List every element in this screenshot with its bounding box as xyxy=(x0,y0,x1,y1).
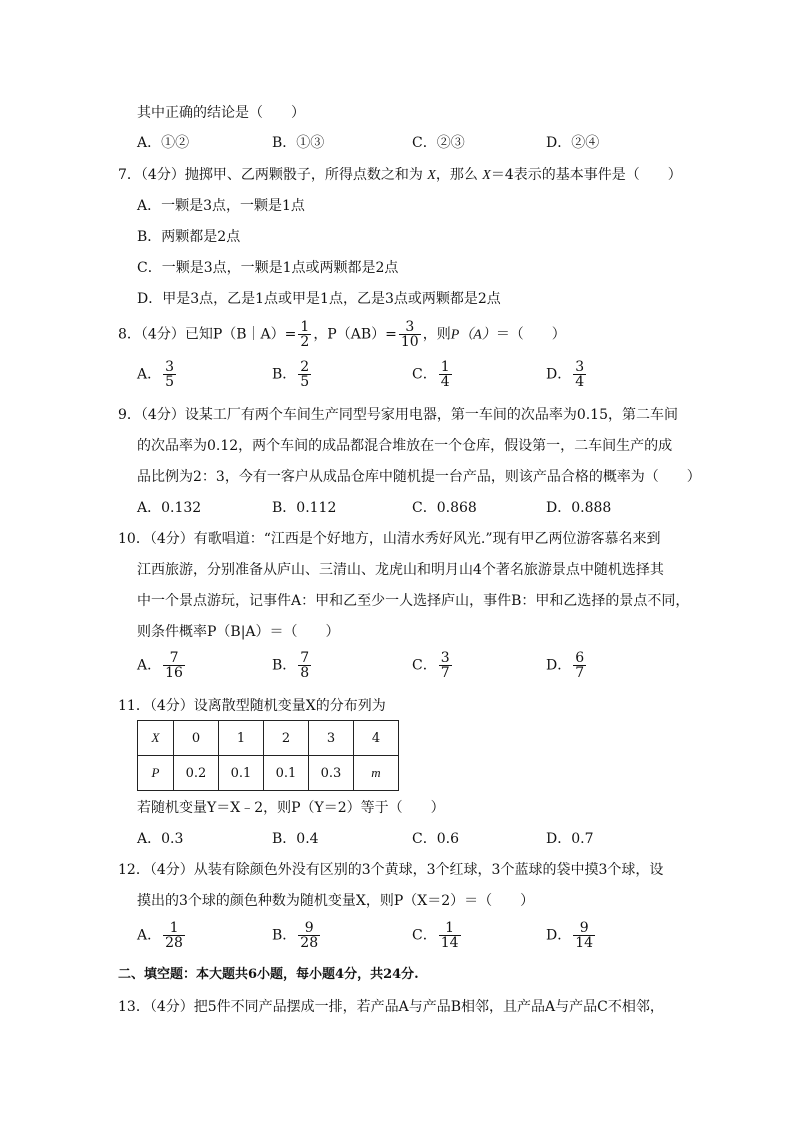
q12-opt-c-den: 14 xyxy=(440,935,459,951)
q12-option-c[interactable] xyxy=(412,921,463,950)
table-row xyxy=(138,756,399,791)
q8-opt-a-frac xyxy=(163,360,176,389)
q11-stem: 11．（4分）设离散型随机变量X的分布列为 xyxy=(118,698,386,714)
q8-opt-c-label: C． xyxy=(412,366,437,383)
q8-opt-d-frac xyxy=(573,360,586,389)
q6-option-c[interactable]: C．②③ xyxy=(412,135,465,151)
q8-p2: ，P（AB）= xyxy=(313,326,397,343)
q8-pa: P（A） xyxy=(450,327,496,343)
q8-opt-d-label: D． xyxy=(546,366,572,383)
q7-option-d[interactable]: D．甲是3点，乙是1点或甲是1点，乙是3点或两颗都是2点 xyxy=(137,291,501,307)
q8-p1: P（B｜A）= xyxy=(212,326,297,343)
table-cell: 0.3 xyxy=(309,756,354,791)
q10-option-b[interactable] xyxy=(272,651,313,680)
q8-opt-b-num: 2 xyxy=(300,359,310,375)
q9-option-a[interactable]: A．0.132 xyxy=(137,500,202,516)
q8-option-c[interactable] xyxy=(412,360,454,389)
q9-option-d[interactable]: D．0.888 xyxy=(546,500,612,516)
q8-opt-b-label: B． xyxy=(272,366,297,383)
q10-line-2: 江西旅游，分别准备从庐山、三清山、龙虎山和明月山4个著名旅游景点中随机选择其 xyxy=(137,562,664,578)
q10-opt-d-den: 7 xyxy=(575,665,585,681)
q7-stem-c: ＝4表示的基本事件是（ ） xyxy=(490,167,682,183)
q12-opt-c-frac xyxy=(439,921,461,950)
q9-option-b[interactable]: B．0.112 xyxy=(272,500,337,516)
q12-opt-c-label: C． xyxy=(412,927,437,944)
q10-option-d[interactable] xyxy=(546,651,588,680)
q10-line-3: 中一个景点游玩，记事件A：甲和乙至少一人选择庐山，事件B：甲和乙选择的景点不同， xyxy=(137,593,690,609)
table-cell: 0.1 xyxy=(264,756,309,791)
table-cell: 3 xyxy=(309,721,354,756)
q12-opt-b-num: 9 xyxy=(298,921,320,936)
q13-stem: 13．（4分）把5件不同产品摆成一排，若产品A与产品B相邻，且产品A与产品C不相邻， xyxy=(118,999,664,1015)
q10-option-c[interactable] xyxy=(412,651,454,680)
q8-opt-c-frac xyxy=(439,360,452,389)
q8-frac1-den: 2 xyxy=(300,334,310,350)
q10-line-4: 则条件概率P（B|A）＝（ ） xyxy=(137,624,340,640)
table-cell: 2 xyxy=(264,721,309,756)
q10-option-a[interactable] xyxy=(137,651,187,680)
q8-frac1 xyxy=(298,320,311,349)
q6-tail: 其中正确的结论是（ ） xyxy=(137,105,305,121)
table-cell: 1 xyxy=(219,721,264,756)
q10-opt-c-den: 7 xyxy=(440,665,450,681)
q8-opt-a-den: 5 xyxy=(165,374,175,390)
q8-stem xyxy=(118,320,566,350)
q10-opt-a-num: 7 xyxy=(163,651,185,666)
q12-opt-a-frac xyxy=(163,921,185,950)
table-cell: m xyxy=(354,756,399,791)
q8-option-d[interactable] xyxy=(546,360,588,389)
q12-opt-b-den: 28 xyxy=(300,935,319,951)
q12-option-b[interactable] xyxy=(272,921,322,950)
q8-opt-c-den: 4 xyxy=(440,374,450,390)
q8-opt-a-label: A． xyxy=(137,366,162,383)
table-row xyxy=(138,721,399,756)
q10-opt-d-frac xyxy=(573,651,586,680)
q10-opt-b-num: 7 xyxy=(300,650,310,666)
table-cell: 4 xyxy=(354,721,399,756)
q7-option-a[interactable]: A．一颗是3点，一颗是1点 xyxy=(137,198,305,214)
q12-option-a[interactable] xyxy=(137,921,187,950)
q8-opt-a-num: 3 xyxy=(165,359,175,375)
q12-opt-a-den: 28 xyxy=(165,935,183,951)
table-cell: 0.2 xyxy=(174,756,219,791)
q12-line-2: 摸出的3个球的颜色种数为随机变量X，则P（X＝2）＝（ ） xyxy=(137,893,535,909)
q11-option-a[interactable]: A．0.3 xyxy=(137,831,184,847)
distribution-table xyxy=(137,720,399,791)
q8-option-a[interactable] xyxy=(137,360,178,389)
q8-opt-b-frac xyxy=(298,360,311,389)
q11-option-c[interactable]: C．0.6 xyxy=(412,831,459,847)
q7-var2: X xyxy=(482,168,491,183)
q10-opt-a-label: A． xyxy=(137,657,162,674)
q11-option-d[interactable]: D．0.7 xyxy=(546,831,594,847)
q10-line-1: 10．（4分）有歌唱道：“江西是个好地方，山清水秀好风光.”现有甲乙两位游客慕名来到 xyxy=(118,531,661,547)
q8-frac2-den: 10 xyxy=(400,334,419,350)
q8-option-b[interactable] xyxy=(272,360,313,389)
q12-opt-c-num: 1 xyxy=(439,921,461,936)
table-cell: 0.1 xyxy=(219,756,264,791)
q8-frac2-num: 3 xyxy=(399,320,421,335)
q10-opt-c-num: 3 xyxy=(440,650,450,666)
q8-frac1-num: 1 xyxy=(300,319,310,335)
q7-stem-b: ，那么 xyxy=(435,167,483,183)
q7-option-b[interactable]: B．两颗都是2点 xyxy=(137,229,241,245)
table-cell: P xyxy=(138,756,174,791)
q9-line-3: 品比例为2：3，今有一客户从成品仓库中随机提一台产品，则该产品合格的概率为（ ） xyxy=(137,469,701,485)
q10-opt-a-frac xyxy=(163,651,185,680)
q12-opt-b-label: B． xyxy=(272,927,297,944)
q6-option-a[interactable]: A．①② xyxy=(137,135,190,151)
q9-line-2: 的次品率为0.12，两个车间的成品都混合堆放在一个仓库，假设第一，二车间生产的成 xyxy=(137,438,673,454)
q7-var: X xyxy=(427,168,436,183)
q9-option-c[interactable]: C．0.868 xyxy=(412,500,477,516)
q7-option-c[interactable]: C．一颗是3点，一颗是1点或两颗都是2点 xyxy=(137,260,399,276)
section-heading: 二、填空题：本大题共6小题，每小题4分，共24分. xyxy=(118,967,419,982)
q6-option-b[interactable]: B．①③ xyxy=(272,135,325,151)
table-cell: 0 xyxy=(174,721,219,756)
q12-opt-a-label: A． xyxy=(137,927,162,944)
q12-opt-b-frac xyxy=(298,921,320,950)
q10-opt-d-label: D． xyxy=(546,657,572,674)
q12-line-1: 12．（4分）从装有除颜色外没有区别的3个黄球，3个红球，3个蓝球的袋中摸3个球，设 xyxy=(118,862,664,878)
q12-opt-d-label: D． xyxy=(546,927,572,944)
q10-opt-c-frac xyxy=(439,651,452,680)
q8-opt-c-num: 1 xyxy=(440,359,450,375)
q8-prefix: 8．（4分）已知 xyxy=(118,326,213,343)
q8-opt-d-den: 4 xyxy=(575,374,585,390)
q7-stem-a: 7．（4分）抛掷甲、乙两颗骰子，所得点数之和为 xyxy=(118,167,428,183)
q10-opt-a-den: 16 xyxy=(165,665,183,681)
q11-after: 若随机变量Y＝X﹣2，则P（Y＝2）等于（ ） xyxy=(137,800,445,816)
q10-opt-d-num: 6 xyxy=(575,650,585,666)
q8-tail: ＝（ ） xyxy=(495,326,566,343)
q6-option-d[interactable]: D．②④ xyxy=(546,135,600,151)
q8-frac2 xyxy=(399,320,421,349)
q12-opt-d-den: 14 xyxy=(575,935,594,951)
q10-opt-b-label: B． xyxy=(272,657,297,674)
q10-opt-b-frac xyxy=(298,651,311,680)
q12-opt-d-num: 9 xyxy=(573,921,595,936)
q11-option-b[interactable]: B．0.4 xyxy=(272,831,319,847)
q8-opt-d-num: 3 xyxy=(575,359,585,375)
q10-opt-c-label: C． xyxy=(412,657,437,674)
q8-p3: ，则 xyxy=(422,326,451,343)
q12-opt-a-num: 1 xyxy=(163,921,185,936)
q9-line-1: 9．（4分）设某工厂有两个车间生产同型号家用电器，第一车间的次品率为0.15，第二车间 xyxy=(118,407,678,423)
q8-opt-b-den: 5 xyxy=(300,374,310,390)
q12-option-d[interactable] xyxy=(546,921,597,950)
table-cell: X xyxy=(138,721,174,756)
q12-opt-d-frac xyxy=(573,921,595,950)
q7-stem xyxy=(118,166,682,185)
q10-opt-b-den: 8 xyxy=(300,665,310,681)
